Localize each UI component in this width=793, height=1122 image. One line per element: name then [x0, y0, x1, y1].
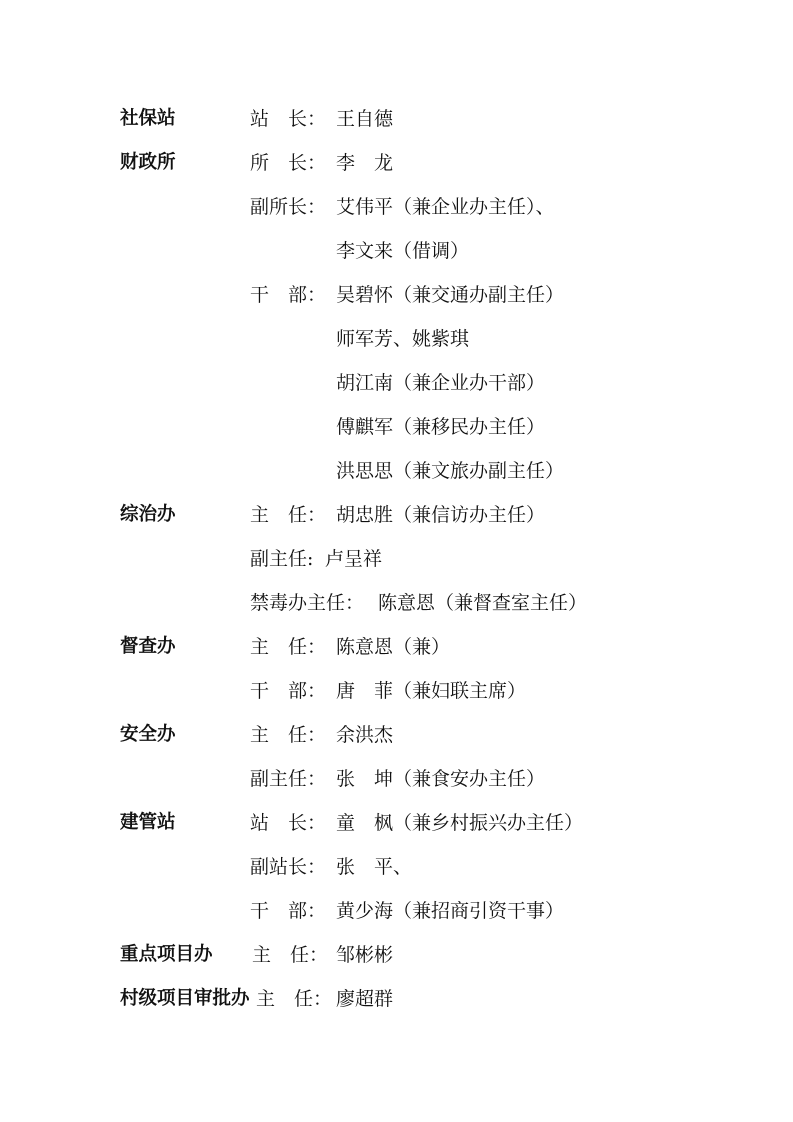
- person-name: 李文来（借调）: [336, 240, 470, 262]
- role-title: 副所长：: [250, 196, 327, 218]
- department-name: 综治办: [120, 504, 176, 525]
- person-name: 吴碧怀（兼交通办副主任）: [336, 284, 565, 306]
- person-name: 傅麒军（兼移民办主任）: [336, 416, 546, 438]
- person-name: 邹彬彬: [336, 944, 394, 966]
- role-title: 干 部：: [250, 284, 327, 306]
- listing-line: [0, 808, 793, 838]
- listing-line: [0, 368, 793, 398]
- role-title: 所 长：: [250, 152, 327, 174]
- listing-line: [0, 192, 793, 222]
- role-title: 副主任：: [250, 768, 327, 790]
- listing-line: [0, 984, 793, 1014]
- role-title: 副站长：: [250, 856, 327, 878]
- listing-line: [0, 104, 793, 134]
- person-name: 陈意恩（兼）: [336, 636, 451, 658]
- department-name: 督查办: [120, 636, 176, 657]
- department-name: 社保站: [120, 108, 176, 129]
- person-name: 胡江南（兼企业办干部）: [336, 372, 546, 394]
- role-title: 主 任：: [252, 944, 329, 966]
- person-name: 师军芳、姚紫琪: [336, 328, 470, 350]
- role-title: 副主任:: [250, 548, 314, 570]
- person-name: 张 坤（兼食安办主任）: [336, 768, 546, 790]
- department-name: 村级项目审批办: [120, 988, 250, 1009]
- listing-line: [0, 456, 793, 486]
- person-name: 黄少海（兼招商引资干事）: [336, 900, 565, 922]
- role-title: 干 部：: [250, 680, 327, 702]
- listing-line: [0, 852, 793, 882]
- person-name: 唐 菲（兼妇联主席）: [336, 680, 527, 702]
- listing-line: [0, 412, 793, 442]
- person-name: 余洪杰: [336, 724, 394, 746]
- listing-line: [0, 940, 793, 970]
- listing-line: [0, 720, 793, 750]
- person-name: 廖超群: [336, 988, 394, 1010]
- listing-line: [0, 544, 793, 574]
- person-name: 艾伟平（兼企业办主任）、: [336, 196, 555, 218]
- person-name: 陈意恩（兼督查室主任）: [378, 592, 588, 614]
- listing-line: [0, 676, 793, 706]
- listing-line: [0, 500, 793, 530]
- department-name: 安全办: [120, 724, 176, 745]
- role-title: 主 任：: [250, 724, 327, 746]
- role-title: 主 任：: [250, 636, 327, 658]
- listing-line: [0, 588, 793, 618]
- department-name: 财政所: [120, 152, 176, 173]
- person-name: 胡忠胜（兼信访办主任）: [336, 504, 546, 526]
- person-name: 洪思思（兼文旅办副主任）: [336, 460, 565, 482]
- listing-line: [0, 148, 793, 178]
- listing-line: [0, 896, 793, 926]
- department-name: 重点项目办: [120, 944, 213, 965]
- role-title: 站 长：: [250, 812, 327, 834]
- listing-line: [0, 764, 793, 794]
- role-title: 主 任：: [250, 504, 327, 526]
- listing-line: [0, 280, 793, 310]
- person-name: 卢呈祥: [325, 548, 383, 570]
- role-title: 干 部：: [250, 900, 327, 922]
- listing-line: [0, 324, 793, 354]
- role-title: 站 长：: [250, 108, 327, 130]
- listing-line: [0, 632, 793, 662]
- person-name: 李 龙: [336, 152, 394, 174]
- role-title: 禁毒办主任：: [250, 592, 365, 614]
- role-title: 主 任：: [256, 988, 333, 1010]
- person-name: 张 平、: [336, 856, 413, 878]
- department-name: 建管站: [120, 812, 176, 833]
- listing-line: [0, 236, 793, 266]
- person-name: 童 枫（兼乡村振兴办主任）: [336, 812, 584, 834]
- person-name: 王自德: [336, 108, 394, 130]
